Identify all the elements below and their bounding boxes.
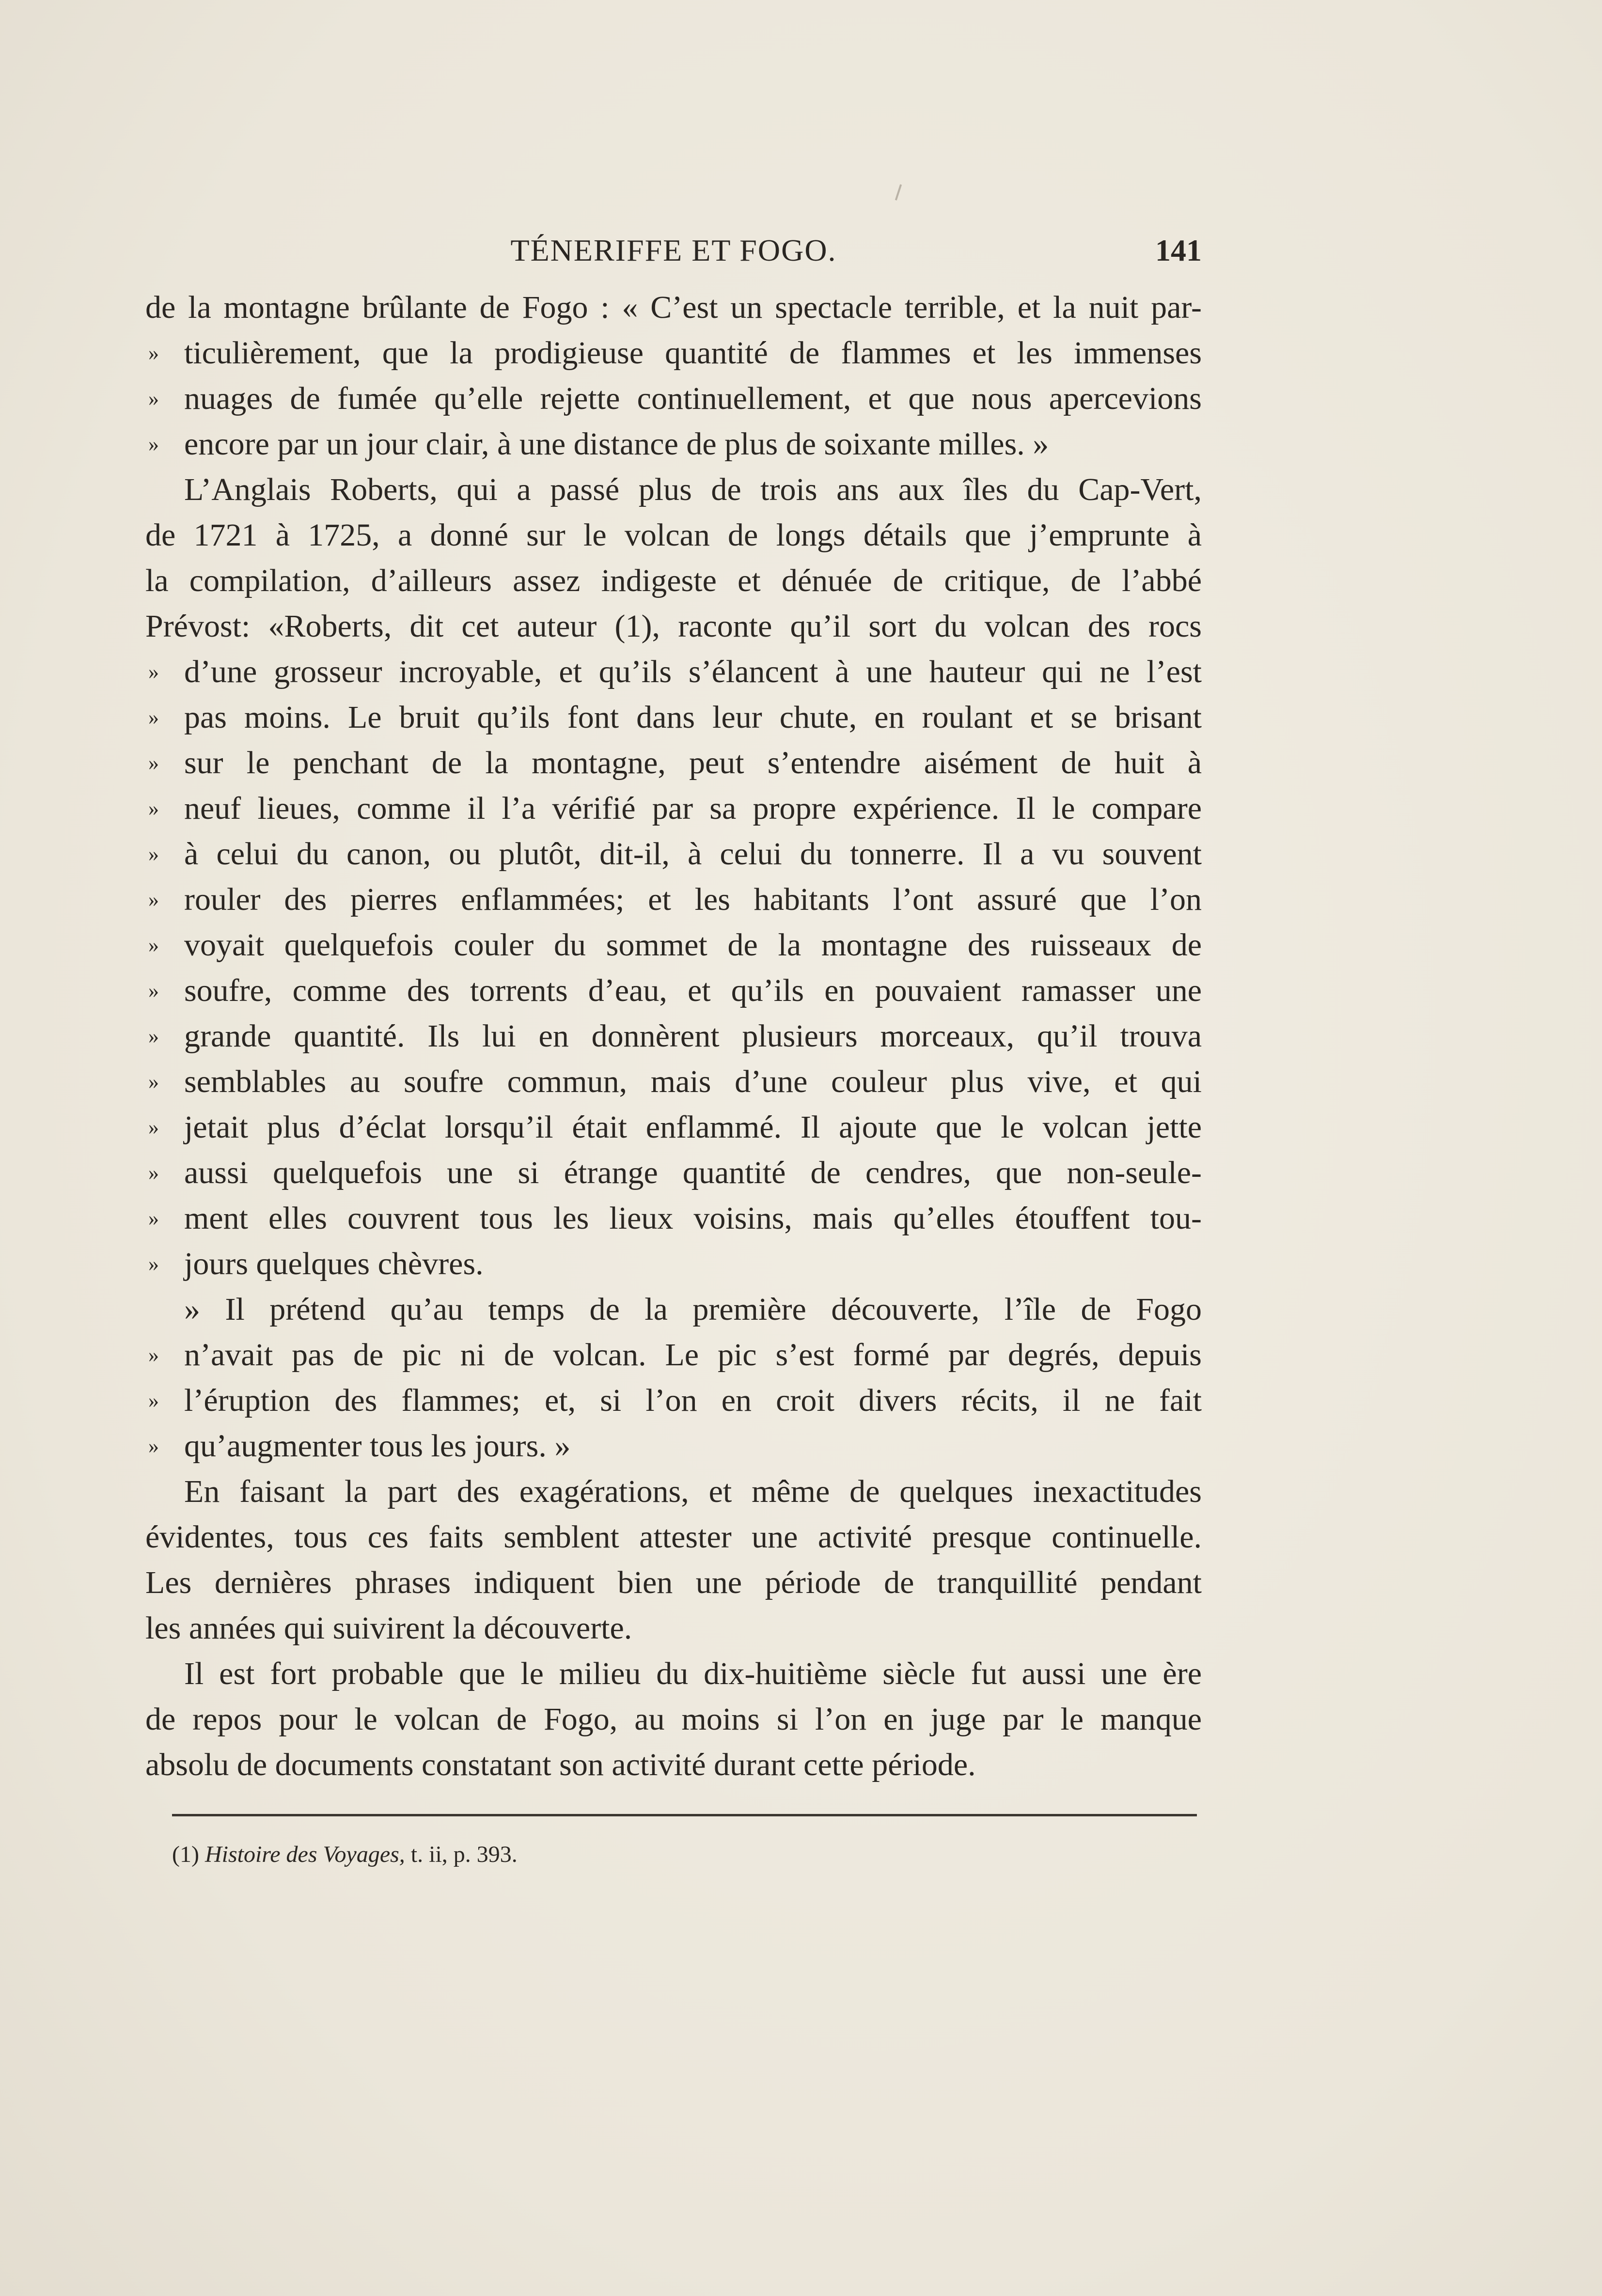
paper-mark: [895, 184, 902, 201]
text-line: » voyait quelquefois couler du sommet de la montagne des ruisseaux de: [145, 922, 1202, 968]
text-line: Prévost: «Roberts, dit cet auteur (1), raconte qu’il sort du volcan des rocs: [145, 609, 1202, 644]
page-number: 141: [1155, 233, 1202, 267]
quote-mark: »: [148, 751, 159, 775]
text-line: » jetait plus d’éclat lorsqu’il était enflammé. Il ajoute que le volcan jette: [145, 1105, 1202, 1150]
text-line: absolu de documents constatant son activité durant cette période.: [145, 1747, 976, 1782]
quote-mark: »: [148, 1343, 159, 1367]
text-line: » ticulièrement, que la prodigieuse quantité de flammes et les immenses: [145, 330, 1202, 376]
text-line: » neuf lieues, comme il l’a vérifié par sa propre expérience. Il le compare: [145, 786, 1202, 831]
text-line: L’Anglais Roberts, qui a passé plus de trois ans aux îles du Cap-Vert,: [184, 472, 1202, 507]
text-line: » grande quantité. Ils lui en donnèrent plusieurs morceaux, qu’il trouva: [145, 1014, 1202, 1059]
text-line: » à celui du canon, ou plutôt, dit-il, à celui du tonnerre. Il a vu souvent: [145, 831, 1202, 877]
quote-mark: »: [148, 933, 159, 957]
text-line: » ment elles couvrent tous les lieux voisins, mais qu’elles étouffent tou-: [145, 1196, 1202, 1241]
quote-mark: »: [148, 1024, 159, 1048]
quote-mark: »: [148, 387, 159, 410]
quote-mark: »: [148, 1252, 159, 1276]
text-line: » jours quelques chèvres.: [145, 1241, 1202, 1287]
footnote-title: Histoire des Voyages,: [204, 1842, 405, 1867]
text-line: de 1721 à 1725, a donné sur le volcan de longs détails que j’emprunte à: [145, 517, 1202, 553]
text-line: » sur le penchant de la montagne, peut s’entendre aisément de huit à: [145, 740, 1202, 786]
text-line: Il est fort probable que le milieu du dix-huitième siècle fut aussi une ère: [184, 1656, 1202, 1691]
quote-mark: »: [148, 797, 159, 820]
quote-mark: »: [148, 432, 159, 456]
footnote-rule: [172, 1814, 1197, 1816]
quote-mark: »: [148, 660, 159, 684]
footnote-marker: (1): [172, 1842, 199, 1867]
quote-mark: »: [148, 842, 159, 866]
text-line: » Il prétend qu’au temps de la première découverte, l’île de Fogo: [184, 1292, 1202, 1327]
text-line: Les dernières phrases indiquent bien une période de tranquillité pendant: [145, 1565, 1202, 1600]
quote-mark: »: [148, 1389, 159, 1412]
text-line: la compilation, d’ailleurs assez indigeste et dénuée de critique, de l’abbé: [145, 563, 1202, 598]
page-header: [145, 233, 1202, 271]
text-line: » pas moins. Le bruit qu’ils font dans leur chute, en roulant et se brisant: [145, 695, 1202, 740]
text-line: évidentes, tous ces faits semblent attester une activité presque continuelle.: [145, 1519, 1202, 1555]
running-title: TÉNERIFFE ET FOGO.: [510, 233, 837, 267]
text-line: » semblables au soufre commun, mais d’une couleur plus vive, et qui: [145, 1059, 1202, 1105]
quote-mark: »: [148, 705, 159, 729]
text-line: » soufre, comme des torrents d’eau, et qu’ils en pouvaient ramasser une: [145, 968, 1202, 1014]
footnote: [172, 1841, 518, 1868]
text-line: » l’éruption des flammes; et, si l’on en croit divers récits, il ne fait: [145, 1378, 1202, 1423]
text-line: de la montagne brûlante de Fogo : « C’est un spectacle terrible, et la nuit par-: [145, 290, 1202, 325]
quote-mark: »: [148, 1434, 159, 1458]
text-line: les années qui suivirent la découverte.: [145, 1610, 632, 1646]
text-line: » rouler des pierres enflammées; et les habitants l’ont assuré que l’on: [145, 877, 1202, 922]
quote-mark: »: [148, 1161, 159, 1185]
text-line: » qu’augmenter tous les jours. »: [145, 1423, 1202, 1469]
quote-mark: »: [148, 1206, 159, 1230]
quote-mark: »: [148, 1070, 159, 1093]
body-text: [145, 285, 1202, 1788]
text-line: » aussi quelquefois une si étrange quantité de cendres, que non-seule-: [145, 1150, 1202, 1196]
quote-mark: »: [148, 979, 159, 1002]
quote-mark: »: [148, 341, 159, 365]
quote-mark: »: [148, 888, 159, 911]
quote-mark: »: [148, 1115, 159, 1139]
text-line: » d’une grosseur incroyable, et qu’ils s’élancent à une hauteur qui ne l’est: [145, 649, 1202, 695]
text-line: En faisant la part des exagérations, et même de quelques inexactitudes: [184, 1474, 1202, 1509]
text-line: » nuages de fumée qu’elle rejette continuellement, et que nous apercevions: [145, 376, 1202, 422]
text-line: » encore par un jour clair, à une distance de plus de soixante milles. »: [145, 422, 1202, 467]
text-line: » n’avait pas de pic ni de volcan. Le pic s’est formé par degrés, depuis: [145, 1332, 1202, 1378]
text-line: de repos pour le volcan de Fogo, au moins si l’on en juge par le manque: [145, 1702, 1202, 1737]
footnote-reference: t. ii, p. 393.: [410, 1842, 518, 1867]
